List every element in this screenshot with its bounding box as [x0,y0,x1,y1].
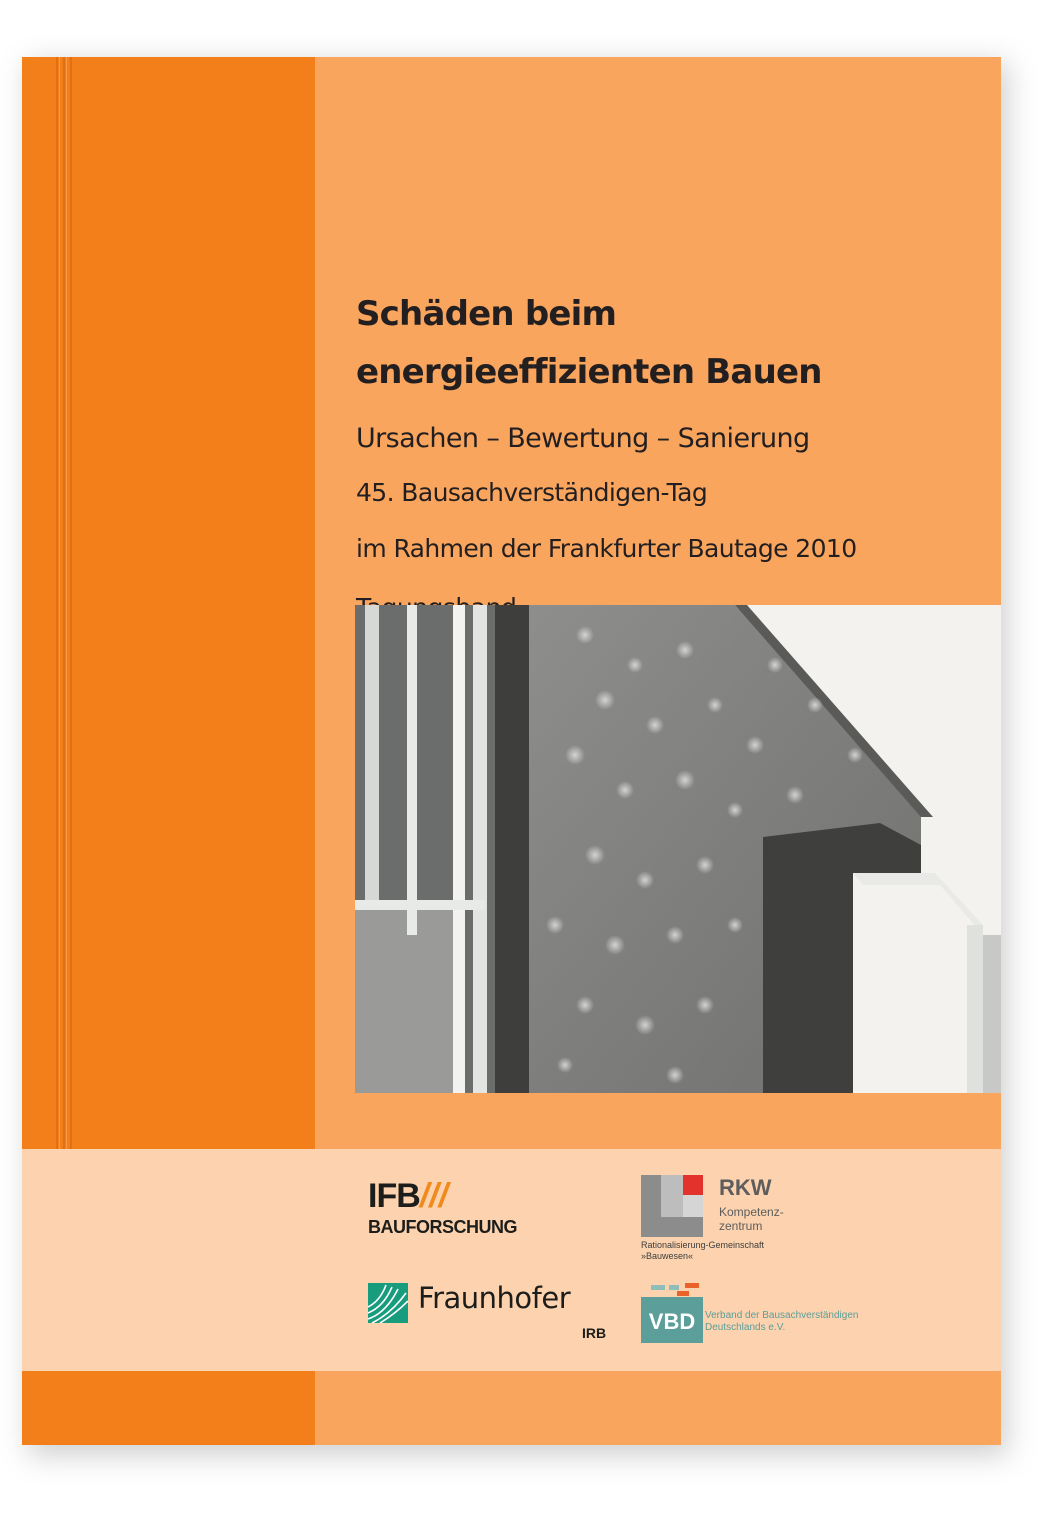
vbd-logo-mark-icon [641,1283,703,1343]
fraunhofer-irb-label: IRB [582,1325,607,1341]
ifb-bauforschung-logo [368,1177,517,1238]
fraunhofer-mark-icon [368,1283,408,1323]
vbd-abbr: VBD [648,1309,696,1334]
cover-bottom-strip [22,1371,1001,1445]
ifb-logo-sub: BAUFORSCHUNG [368,1217,517,1237]
rkw-org-line-1: Rationalisierung-Gemeinschaft [641,1240,765,1250]
book-cover [22,57,1001,1445]
rkw-logo-sub-line-1: Kompetenz- [719,1205,784,1219]
fraunhofer-name: Fraunhofer [418,1281,571,1315]
ifb-logo-slashes: /// [419,1177,449,1215]
rkw-logo [641,1175,841,1265]
cover-text [356,285,1001,622]
cover-title-line-2: energieeffizienten Bauen [356,352,822,392]
rkw-logo-mark-icon [641,1175,705,1237]
rkw-logo-sub-line-2: zentrum [719,1219,763,1233]
cover-subtitle: Ursachen – Bewertung – Sanierung [356,423,810,454]
cover-photo-facade [355,605,1001,1093]
vbd-line-2: Deutschlands e.V. [705,1322,786,1333]
cover-title-line-1: Schäden beim [356,294,617,334]
rkw-logo-name: RKW [719,1175,772,1200]
rkw-org-line-2: »Bauwesen« [641,1251,694,1261]
cover-event-line-1: 45. Bausachverständigen-Tag [356,478,708,507]
ifb-logo-main: IFB [368,1177,420,1215]
cover-event-line-2: im Rahmen der Frankfurter Bautage 2010 [356,534,857,563]
vbd-line-1: Verband der Bausachverständigen [705,1310,859,1321]
